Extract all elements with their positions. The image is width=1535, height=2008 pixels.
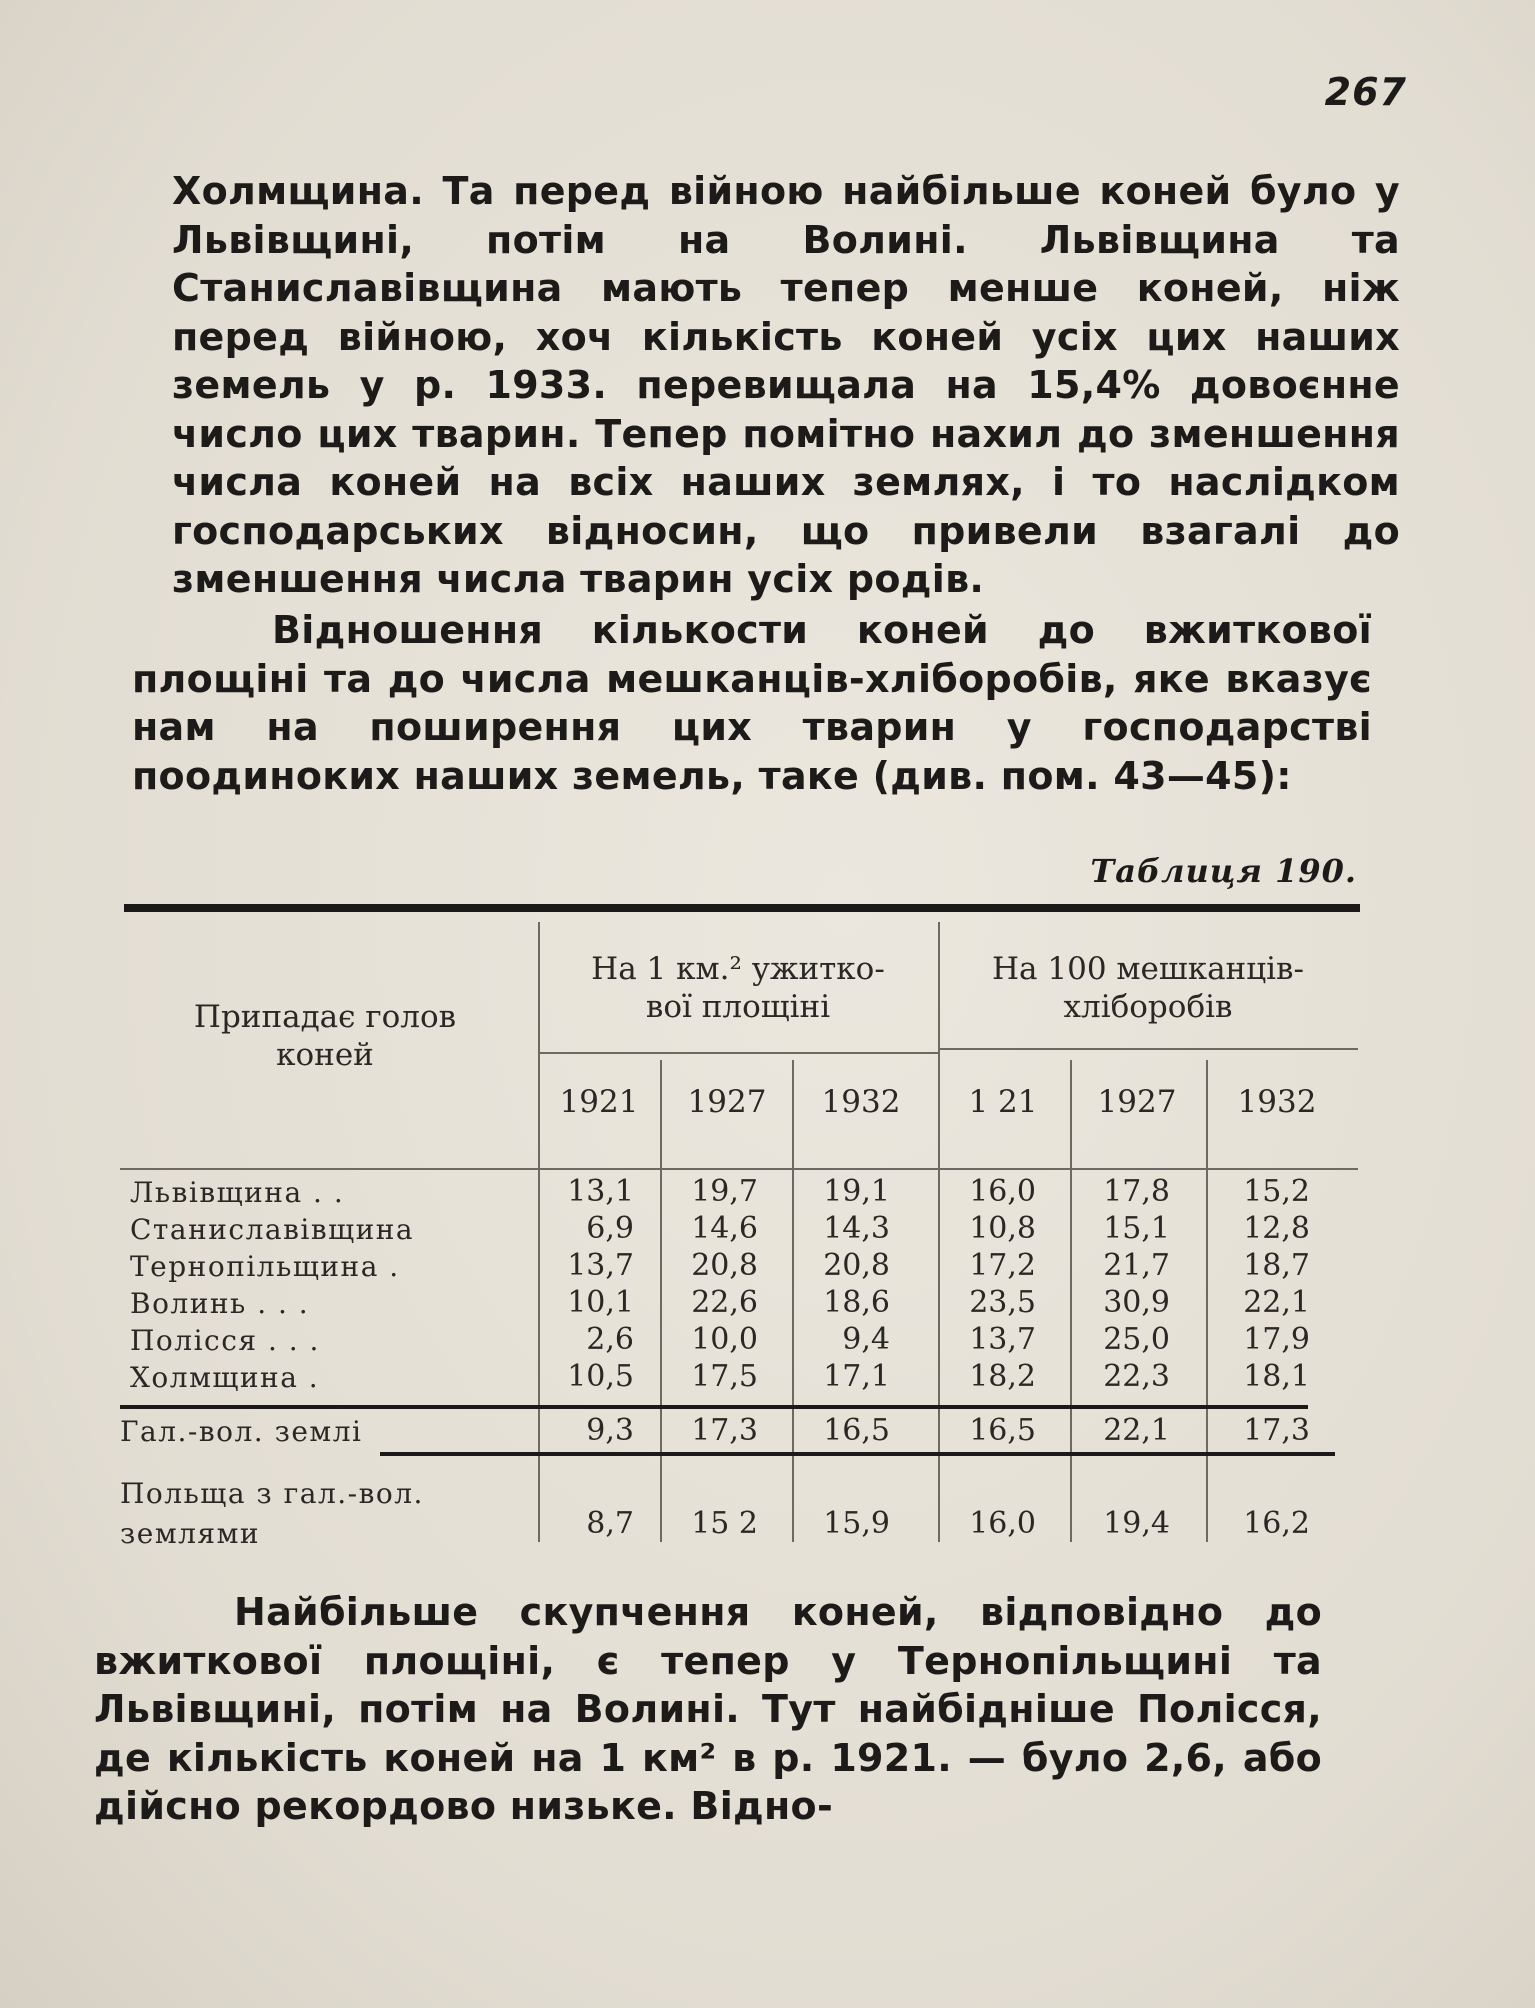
paragraph-2: Відношення кількости коней до вжиткової площіні та до числа мешканців-хліборобів, яке вказує нам на поширення цих тварин у господарстві поодиноких наших земель, таке (див. пом. 43—45): (132, 608, 1372, 798)
poland-row-label-line-2: землями (120, 1517, 261, 1550)
table-cell: 22,6 (691, 1285, 758, 1320)
poland-row-label (120, 1474, 424, 1554)
corner-header (120, 998, 530, 1074)
total-row-top-rule (120, 1405, 1308, 1409)
year-header: 1927 (1097, 1084, 1177, 1120)
table-cell: 10,0 (691, 1322, 758, 1357)
row-label: Станиславівщина (130, 1213, 415, 1246)
year-header: 1 21 (968, 1084, 1038, 1120)
table-cell: 16,5 (969, 1413, 1036, 1448)
year-header: 1932 (1237, 1084, 1317, 1120)
table-cell: 22,1 (1103, 1413, 1170, 1448)
table-cell: 15 2 (691, 1506, 758, 1541)
table-cell: 30,9 (1103, 1285, 1170, 1320)
group-header-area-line-1: На 1 км.² ужитко- (591, 951, 885, 987)
table-cell: 17,2 (969, 1248, 1036, 1283)
table-cell: 10,1 (567, 1285, 634, 1320)
table-cell: 16,0 (969, 1506, 1036, 1541)
table-cell: 10,8 (969, 1211, 1036, 1246)
year-header: 1921 (559, 1084, 639, 1120)
table-top-rule (124, 904, 1360, 912)
table-cell: 15,1 (1103, 1211, 1170, 1246)
header-bottom-line (120, 1168, 1358, 1170)
table-cell: 13,1 (567, 1174, 634, 1209)
page-number: 267 (1324, 70, 1407, 114)
header-divider (938, 1048, 1358, 1050)
table-cell: 19,7 (691, 1174, 758, 1209)
table-cell: 17,3 (1243, 1413, 1310, 1448)
table-cell: 22,3 (1103, 1359, 1170, 1394)
table-cell: 15,2 (1243, 1174, 1310, 1209)
group-header-inhabitants-line-1: На 100 мешканців- (992, 951, 1304, 987)
row-label: Львівщина . . (130, 1176, 345, 1209)
table-caption: Таблиця 190. (1090, 852, 1357, 890)
table-cell: 15,9 (823, 1506, 890, 1541)
header-divider (538, 1052, 938, 1054)
group-header-area-line-2: вої площіні (645, 989, 831, 1025)
row-label: Волинь . . . (130, 1287, 310, 1320)
group-header-inhabitants-line-2: хліборобів (1063, 989, 1233, 1025)
table-cell: 14,3 (823, 1211, 890, 1246)
table-cell: 6,9 (586, 1211, 634, 1246)
table-cell: 9,4 (842, 1322, 890, 1357)
row-label: Полісся . . . (130, 1324, 320, 1357)
group-header-area (538, 950, 938, 1026)
poland-row-label-line-1: Польща з гал.-вол. (120, 1477, 424, 1510)
table-cell: 23,5 (969, 1285, 1036, 1320)
table-cell: 8,7 (586, 1506, 634, 1541)
table-cell: 21,7 (1103, 1248, 1170, 1283)
table-cell: 17,8 (1103, 1174, 1170, 1209)
table-cell: 20,8 (691, 1248, 758, 1283)
table-cell: 19,4 (1103, 1506, 1170, 1541)
corner-header-line-1: Припадає голов (193, 999, 457, 1035)
table-cell: 20,8 (823, 1248, 890, 1283)
table-cell: 2,6 (586, 1322, 634, 1357)
paragraph-3: Найбільше скупчення коней, відповідно до вжиткової площіні, є тепер у Тернопільщині та Львівщині, потім на Волині. Тут найбідніше Полісся, де кількість коней на 1 км² в р. 1921. — було 2,6, або дійсно рекордово низьке. Відно- (94, 1590, 1322, 1828)
table-cell: 18,7 (1243, 1248, 1310, 1283)
table-cell: 18,1 (1243, 1359, 1310, 1394)
row-label: Холмщина . (130, 1361, 320, 1394)
table-cell: 18,6 (823, 1285, 890, 1320)
data-table (120, 900, 1360, 1560)
table-cell: 17,1 (823, 1359, 890, 1394)
table-cell: 14,6 (691, 1211, 758, 1246)
table-cell: 17,9 (1243, 1322, 1310, 1357)
table-cell: 13,7 (567, 1248, 634, 1283)
table-cell: 17,3 (691, 1413, 758, 1448)
total-row-bottom-rule (380, 1452, 1335, 1456)
table-cell: 22,1 (1243, 1285, 1310, 1320)
year-header: 1927 (687, 1084, 767, 1120)
year-header: 1932 (821, 1084, 901, 1120)
table-cell: 16,0 (969, 1174, 1036, 1209)
table-cell: 16,5 (823, 1413, 890, 1448)
row-label: Тернопільщина . (130, 1250, 400, 1283)
table-cell: 17,5 (691, 1359, 758, 1394)
table-cell: 9,3 (586, 1413, 634, 1448)
table-cell: 13,7 (969, 1322, 1036, 1357)
table-cell: 18,2 (969, 1359, 1036, 1394)
table-cell: 16,2 (1243, 1506, 1310, 1541)
table-cell: 10,5 (567, 1359, 634, 1394)
total-row-label: Гал.-вол. землі (120, 1415, 363, 1448)
paragraph-1: Холмщина. Та перед війною найбільше коней було у Львівщині, потім на Волині. Львівщина та Станиславівщина мають тепер менше коней, ніж перед війною, хоч кількість коней усіх цих наших земель у р. 1933. перевищала на 15,4% довоєнне число цих тварин. Тепер помітно нахил до зменшення числа коней на всіх наших землях, і то наслідком господарських відносин, що привели взагалі до зменшення числа тварин усіх родів. (172, 169, 1400, 601)
table-cell: 19,1 (823, 1174, 890, 1209)
table-cell: 25,0 (1103, 1322, 1170, 1357)
group-header-inhabitants (938, 950, 1358, 1026)
table-cell: 12,8 (1243, 1211, 1310, 1246)
corner-header-line-2: коней (276, 1037, 374, 1073)
